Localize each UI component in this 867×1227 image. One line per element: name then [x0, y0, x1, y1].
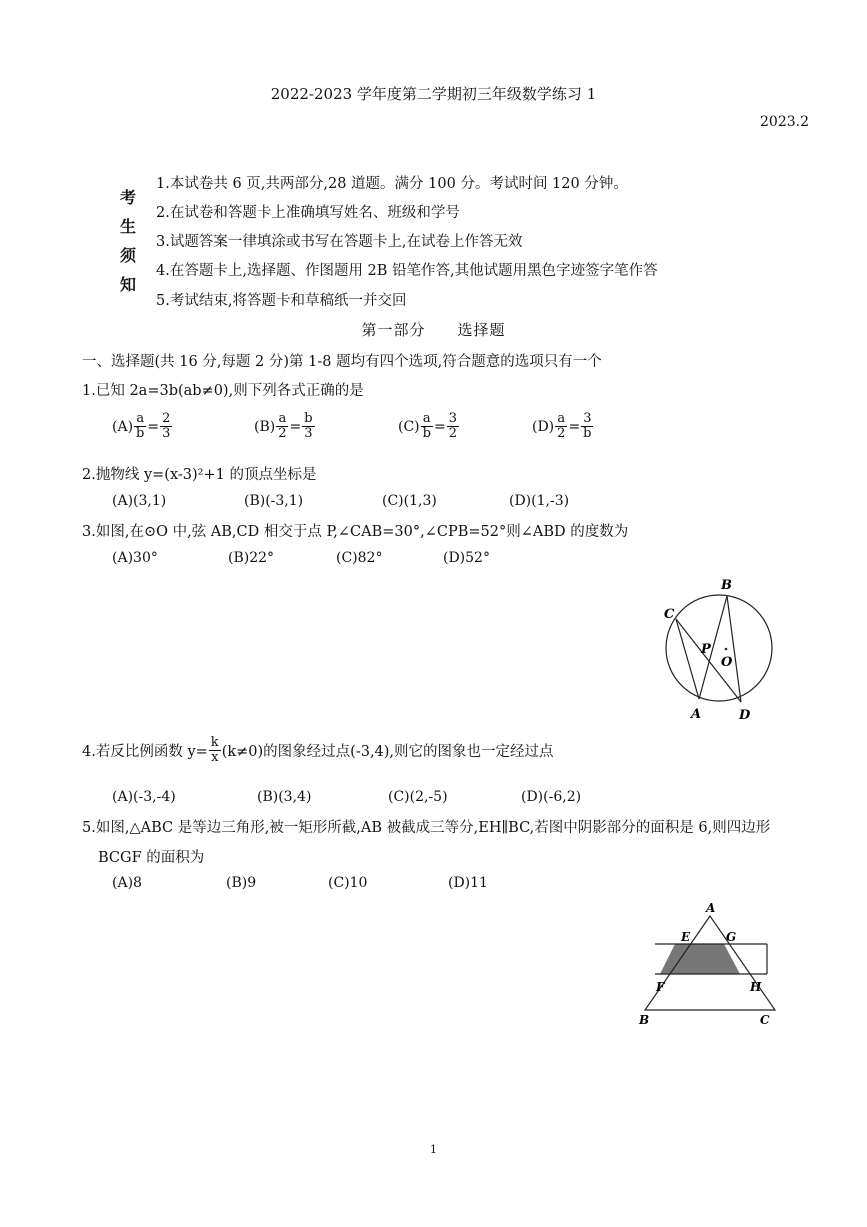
- page-number: 1: [430, 1143, 437, 1156]
- question-2-option-b: (B)(-3,1): [244, 493, 304, 509]
- label-a: A: [706, 901, 716, 915]
- frac-num: k: [210, 735, 219, 750]
- frac-den: 2: [557, 426, 566, 441]
- frac-den: b: [422, 426, 431, 441]
- question-4-option-a: (A)(-3,-4): [112, 789, 176, 805]
- frac-num: 3: [583, 411, 592, 426]
- label-c: C: [760, 1013, 770, 1027]
- label-f: F: [656, 980, 665, 994]
- frac-num: b: [304, 411, 313, 426]
- label-b: B: [639, 1013, 650, 1027]
- notice-side-char: 须: [119, 246, 136, 265]
- frac-den: x: [211, 750, 219, 765]
- circle-figure: [655, 572, 785, 722]
- frac-den: 3: [304, 426, 313, 441]
- frac-num: a: [422, 411, 431, 426]
- question-1-option-d: (D) $\frac{a}{2}$ = $\frac{3}{b}$: [532, 411, 592, 441]
- option-label: (D): [532, 418, 555, 435]
- question-3-option-a: (A)30°: [112, 550, 158, 566]
- question-4-stem: [82, 736, 554, 765]
- question-5-option-b: (B)9: [226, 875, 257, 891]
- frac-den: b: [583, 426, 592, 441]
- exam-date: 2023.2: [760, 114, 809, 130]
- option-label: (A): [112, 418, 134, 435]
- question-2-stem: 2.抛物线 y=(x-3)²+1 的顶点坐标是: [82, 467, 317, 483]
- option-label: (B): [254, 418, 276, 435]
- label-c: C: [664, 607, 675, 622]
- label-a: A: [691, 707, 702, 722]
- notice-side-char: 知: [119, 275, 136, 294]
- question-2-option-d: (D)(1,-3): [509, 493, 570, 509]
- center-o-dot: [725, 648, 728, 651]
- frac-num: a: [278, 411, 287, 426]
- option-label: (C): [398, 418, 420, 435]
- question-5-option-d: (D)11: [448, 875, 488, 891]
- label-h: H: [750, 980, 762, 994]
- question-4-option-b: (B)(3,4): [257, 789, 312, 805]
- section-title: 一、选择题(共 16 分,每题 2 分)第 1-8 题均有四个选项,符合题意的选项只有一个: [82, 354, 602, 370]
- exam-title: 2022-2023 学年度第二学期初三年级数学练习 1: [270, 85, 597, 103]
- frac-den: 3: [162, 426, 171, 441]
- question-1-stem: 1.已知 2a=3b(ab≠0),则下列各式正确的是: [82, 383, 364, 399]
- question-4-stem-pre: 4.若反比例函数 y=: [82, 744, 208, 760]
- question-5-option-a: (A)8: [112, 875, 142, 891]
- part-title: 第一部分 选择题: [361, 321, 506, 339]
- question-5-stem-line2: BCGF 的面积为: [98, 850, 205, 866]
- notice-item: 4.在答题卡上,选择题、作图题用 2B 铅笔作答,其他试题用黑色字迹签字笔作答: [156, 263, 658, 279]
- label-e: E: [681, 930, 691, 944]
- question-1-option-a: (A) $\frac{a}{b}$ = $\frac{2}{3}$: [112, 411, 171, 441]
- question-2-option-c: (C)(1,3): [382, 493, 437, 509]
- chord-ca: [676, 619, 699, 699]
- frac-den: 2: [278, 426, 287, 441]
- circle-o: [666, 595, 772, 701]
- label-o: O: [721, 655, 733, 670]
- notice-side-label: [118, 183, 138, 299]
- question-1-option-b: (B) $\frac{a}{2}$ = $\frac{b}{3}$: [254, 411, 313, 441]
- notice-item: 2.在试卷和答题卡上准确填写姓名、班级和学号: [156, 205, 460, 221]
- question-5-option-c: (C)10: [328, 875, 368, 891]
- frac-num: 3: [448, 411, 457, 426]
- label-b: B: [721, 578, 732, 593]
- question-3-option-b: (B)22°: [228, 550, 275, 566]
- label-d: D: [739, 708, 751, 722]
- question-4-stem-post: (k≠0)的图象经过点(-3,4),则它的图象也一定经过点: [221, 744, 554, 760]
- question-4-option-d: (D)(-6,2): [521, 789, 582, 805]
- label-g: G: [726, 930, 737, 944]
- frac-num: a: [136, 411, 145, 426]
- frac-num: 2: [162, 411, 171, 426]
- question-3-stem: 3.如图,在⊙O 中,弦 AB,CD 相交于点 P,∠CAB=30°,∠CPB=52°则∠ABD 的度数为: [82, 524, 629, 540]
- notice-item: 3.试题答案一律填涂或书写在答题卡上,在试卷上作答无效: [156, 234, 523, 250]
- notice-side-char: 考: [119, 188, 136, 207]
- label-p: P: [701, 642, 711, 657]
- question-2-option-a: (A)(3,1): [112, 493, 167, 509]
- question-4-option-c: (C)(2,-5): [388, 789, 448, 805]
- shaded-region: [660, 944, 740, 974]
- frac-num: a: [557, 411, 566, 426]
- question-5-stem-line1: 5.如图,△ABC 是等边三角形,被一矩形所截,AB 被截成三等分,EH∥BC,若图中阴影部分的面积是 6,则四边形: [82, 820, 771, 836]
- notice-side-char: 生: [119, 217, 136, 236]
- frac-den: b: [136, 426, 145, 441]
- question-1-option-c: (C) $\frac{a}{b}$ = $\frac{3}{2}$: [398, 411, 457, 441]
- triangle-figure: [634, 898, 784, 1033]
- question-3-option-d: (D)52°: [443, 550, 490, 566]
- notice-item: 5.考试结束,将答题卡和草稿纸一并交回: [156, 293, 407, 309]
- frac-den: 2: [448, 426, 457, 441]
- question-3-option-c: (C)82°: [336, 550, 383, 566]
- notice-item: 1.本试卷共 6 页,共两部分,28 道题。满分 100 分。考试时间 120 分钟。: [156, 176, 628, 192]
